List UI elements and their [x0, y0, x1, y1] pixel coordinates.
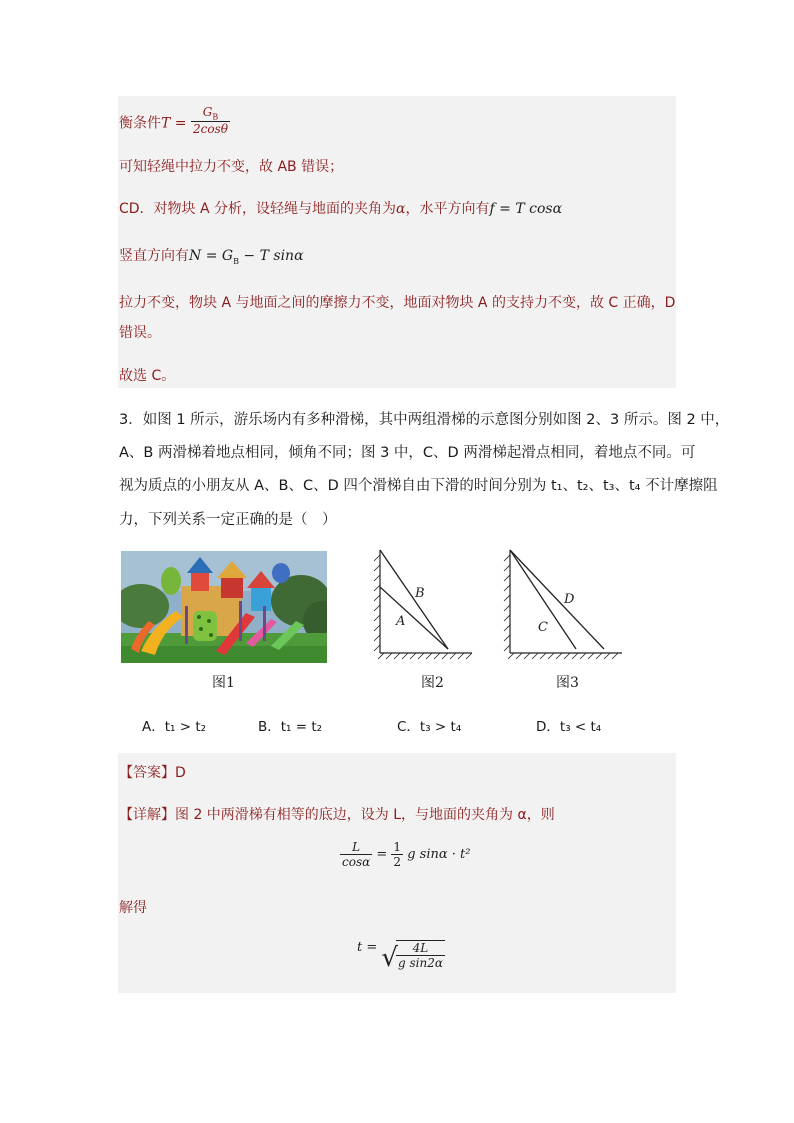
answer-value: D [175, 765, 186, 781]
option-a[interactable]: A．t₁ > t₂ [142, 719, 207, 735]
fig3-label-c: C [538, 620, 548, 635]
frac-num: G [202, 105, 213, 119]
detail-line [119, 804, 555, 824]
equation-1 [340, 840, 470, 869]
option-c[interactable]: C．t₃ > t₄ [397, 719, 462, 735]
eq1-lhs-fraction [340, 840, 372, 869]
eq1-lhs-num: L [340, 840, 372, 855]
fig3-label-d: D [564, 592, 575, 607]
solve-label: 解得 [119, 900, 147, 916]
solution-line-3-text: CD．对物块 A 分析，设轻绳与地面的夹角为 [119, 201, 397, 217]
vertical-eq-a: N = G [189, 248, 234, 264]
vertical-eq-sub: B [233, 256, 239, 266]
figure-3-diagram [500, 545, 628, 660]
horizontal-equation: f = T cosα [489, 201, 563, 217]
alpha-symbol: α [396, 201, 406, 217]
playground-photo [121, 551, 327, 663]
figure-1-caption: 图1 [212, 675, 235, 691]
question-line-3: 视为质点的小朋友从 A、B、C、D 四个滑梯自由下滑的时间分别为 t₁、t₂、t₃、t₄ 不计摩擦阻 [119, 478, 718, 494]
eq1-rhs-fraction [391, 840, 403, 869]
option-d[interactable]: D．t₃ < t₄ [536, 719, 602, 735]
solution-line-2: 可知轻绳中拉力不变，故 AB 错误； [119, 159, 344, 175]
answer-tag: 【答案】 [119, 765, 175, 781]
eq1-rhs-rest: g sinα · t² [407, 847, 471, 862]
tension-symbol: T = [161, 115, 187, 132]
detail-text: 图 2 中两滑梯有相等的底边，设为 L，与地面的夹角为 α，则 [175, 807, 555, 823]
prev-solution-block [118, 96, 676, 388]
solution-line-3 [119, 198, 562, 218]
solution-line-4-text: 竖直方向有 [119, 248, 189, 264]
eq2-lhs: t = [357, 939, 378, 955]
figure-2-caption: 图2 [421, 675, 444, 691]
frac-den: 2cosθ [192, 122, 228, 137]
question-line-1: 3．如图 1 所示，游乐场内有多种滑梯，其中两组滑梯的示意图分别如图 2、3 所示。图 2 中， [119, 412, 730, 428]
tension-fraction [191, 105, 230, 136]
solution-line-5: 拉力不变，物块 A 与地面之间的摩擦力不变，地面对物块 A 的支持力不变，故 C 正确，D [119, 295, 676, 311]
eq1-lhs-den: cosα [342, 855, 371, 869]
figure-3-caption: 图3 [556, 675, 579, 691]
figure-2-diagram [370, 545, 478, 660]
solution-line-6: 错误。 [119, 325, 161, 341]
eq2-num: 4L [396, 941, 445, 956]
fig2-label-b: B [415, 586, 425, 601]
equation-2 [357, 940, 445, 976]
solution-line-1-prefix: 衡条件 [119, 115, 161, 132]
fig2-label-a: A [396, 614, 406, 629]
solution-line-7: 故选 C。 [119, 368, 176, 384]
solution-line-4 [119, 245, 304, 266]
sqrt-icon: √ [381, 943, 398, 973]
question-line-2: A、B 两滑梯着地点相同，倾角不同；图 3 中，C、D 两滑梯起滑点相同，着地点不同。可 [119, 445, 696, 461]
frac-num-sub: B [212, 112, 219, 122]
answer-line [119, 762, 186, 782]
eq1-rhs-num: 1 [393, 840, 402, 854]
detail-tag: 【详解】 [119, 807, 175, 823]
question-line-4: 力，下列关系一定正确的是（ ） [119, 512, 337, 528]
eq2-den: g sin2α [397, 956, 443, 970]
eq2-fraction [396, 940, 445, 970]
vertical-eq-b: − T sinα [238, 248, 304, 264]
solution-line-1 [119, 105, 230, 139]
solution-line-3-text2: ，水平方向有 [405, 201, 490, 217]
eq1-equals: = [376, 847, 388, 862]
eq1-rhs-den: 2 [393, 855, 402, 869]
option-b[interactable]: B．t₁ = t₂ [258, 719, 323, 735]
